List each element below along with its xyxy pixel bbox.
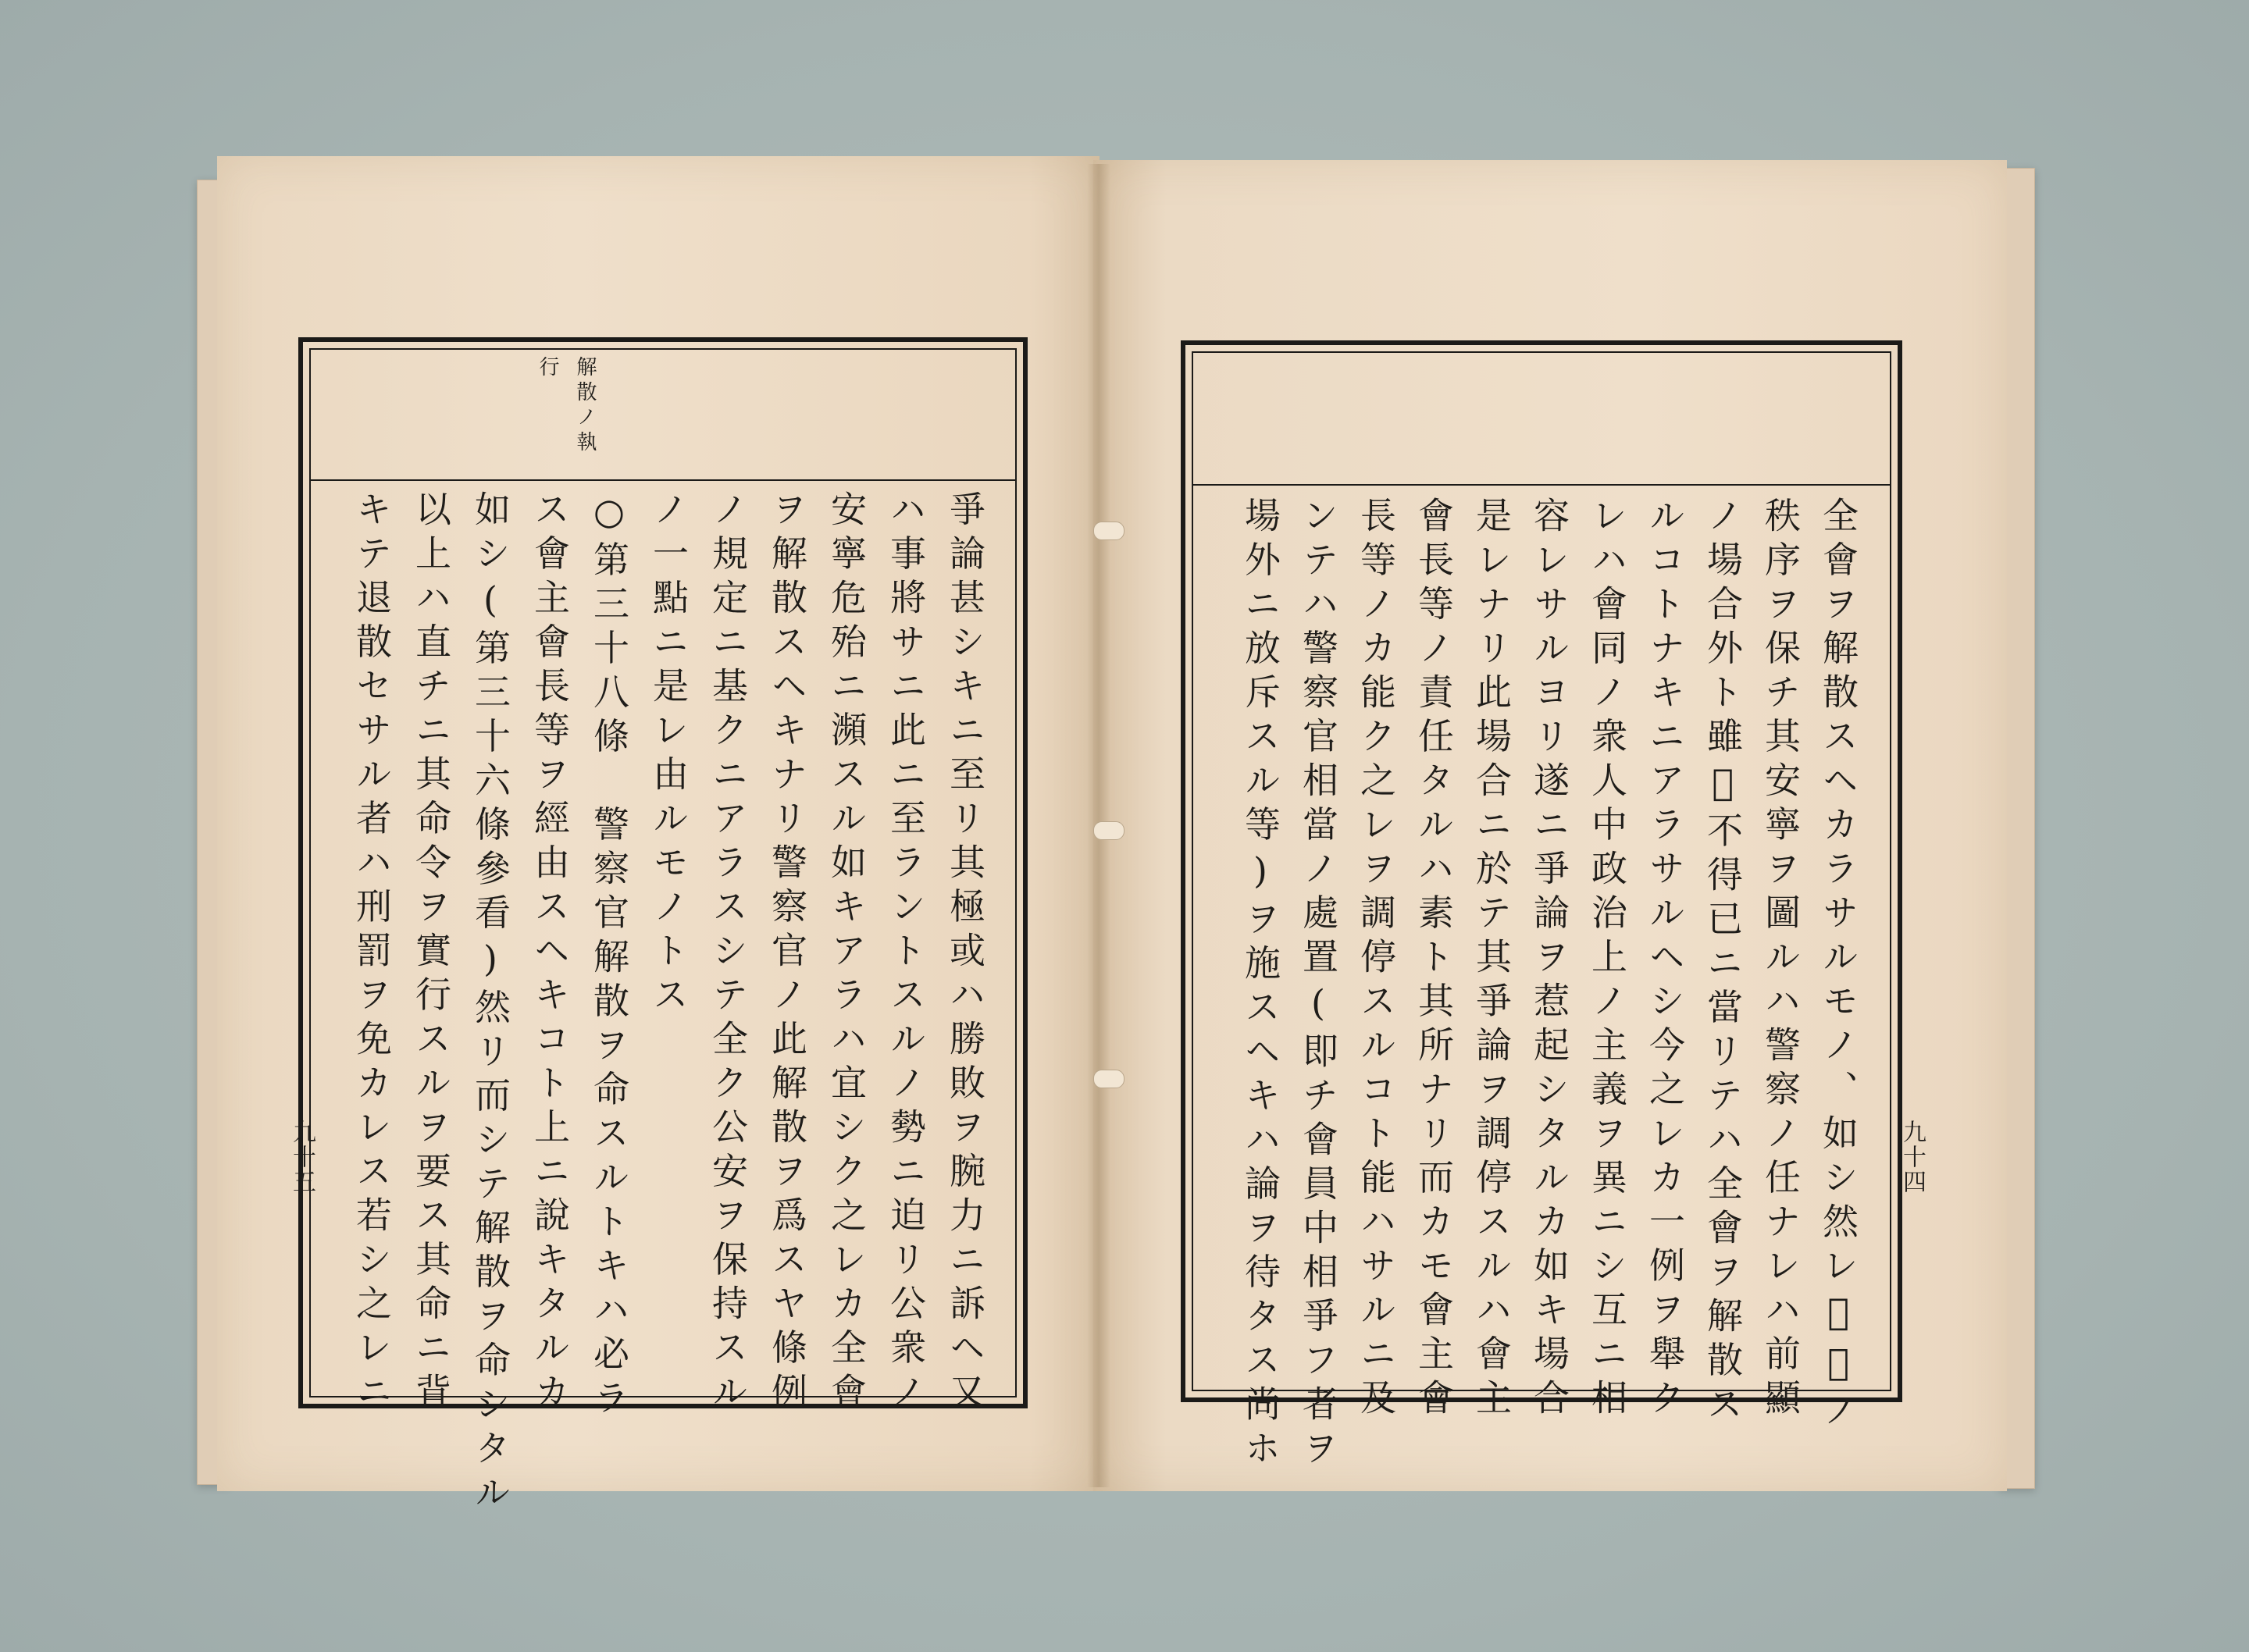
header-rule (1192, 484, 1891, 486)
text-column: 容レサルヨリ遂ニ爭論ヲ惹起シタルカ如キ場合 (1528, 497, 1570, 1423)
binding-stitch (1093, 821, 1124, 840)
text-column: ノ規定ニ基クニアラスシテ全ク公安ヲ保持スル (707, 490, 749, 1417)
margin-heading: 解散ノ執 (573, 356, 597, 456)
text-column: ノ場合外ト雖𪜈不得已ニ當リテハ全會ヲ解散ス (1702, 497, 1744, 1429)
text-column: 會長等ノ責任タルハ素ト其所ナリ而カモ會主會 (1413, 497, 1455, 1423)
binding-stitch (1093, 1070, 1124, 1088)
text-column: 是レナリ此場合ニ於テ其爭論ヲ調停スルハ會主 (1470, 497, 1513, 1423)
text-column: レハ會同ノ衆人中政治上ノ主義ヲ異ニシ互ニ相 (1586, 497, 1628, 1423)
text-column: 安寧危殆ニ瀕スル如キアラハ宜シク之レカ全會 (825, 490, 868, 1417)
text-column: ハ事將サニ此ニ至ラントスルノ勢ニ迫リ公衆ノ (885, 490, 927, 1417)
text-column: ヲ解散スヘキナリ警察官ノ此解散ヲ爲スヤ條例 (766, 490, 808, 1417)
text-column: ンテハ警察官相當ノ處置(即チ會員中相爭フ者ヲ (1297, 497, 1339, 1473)
text-column: キテ退散セサル者ハ刑罰ヲ免カレス若シ之レニ (351, 490, 393, 1417)
text-column: 秩序ヲ保チ其安寧ヲ圖ルハ警察ノ任ナレハ前顯 (1759, 497, 1802, 1423)
text-column: ノ一點ニ是レ由ルモノトス (647, 490, 690, 1020)
page-number: 九十四 (1898, 1120, 1926, 1194)
text-column: 如シ(第三十六條參看)然リ而シテ解散ヲ命シタル (469, 490, 511, 1518)
text-column: 場外ニ放斥スル等)ヲ施スヘキハ論ヲ待タス尚ホ (1239, 497, 1281, 1473)
text-column: ルコトナキニアラサルヘシ今之レカ一例ヲ舉ク (1644, 497, 1686, 1423)
binding-stitch (1093, 522, 1124, 540)
page-number: 九十五 (288, 1120, 315, 1194)
text-column: ス會主會長等ヲ經由スヘキコト上ニ說キタルカ (529, 490, 571, 1417)
article-column: ○第三十八條 警察官解散ヲ命スルトキハ必ラ (588, 490, 630, 1423)
text-column: 全會ヲ解散スヘカラサルモノ、如シ然レ𪜈世ノ (1817, 497, 1859, 1436)
margin-heading: 行 (536, 356, 559, 381)
text-column: 長等ノカ能ク之レヲ調停スルコト能ハサルニ及 (1355, 497, 1397, 1423)
text-column: 爭論甚シキニ至リ其極或ハ勝敗ヲ腕力ニ訴ヘ又 (944, 490, 986, 1417)
header-rule (309, 479, 1017, 481)
text-column: 以上ハ直チニ其命令ヲ實行スルヲ要ス其命ニ背 (410, 490, 452, 1417)
